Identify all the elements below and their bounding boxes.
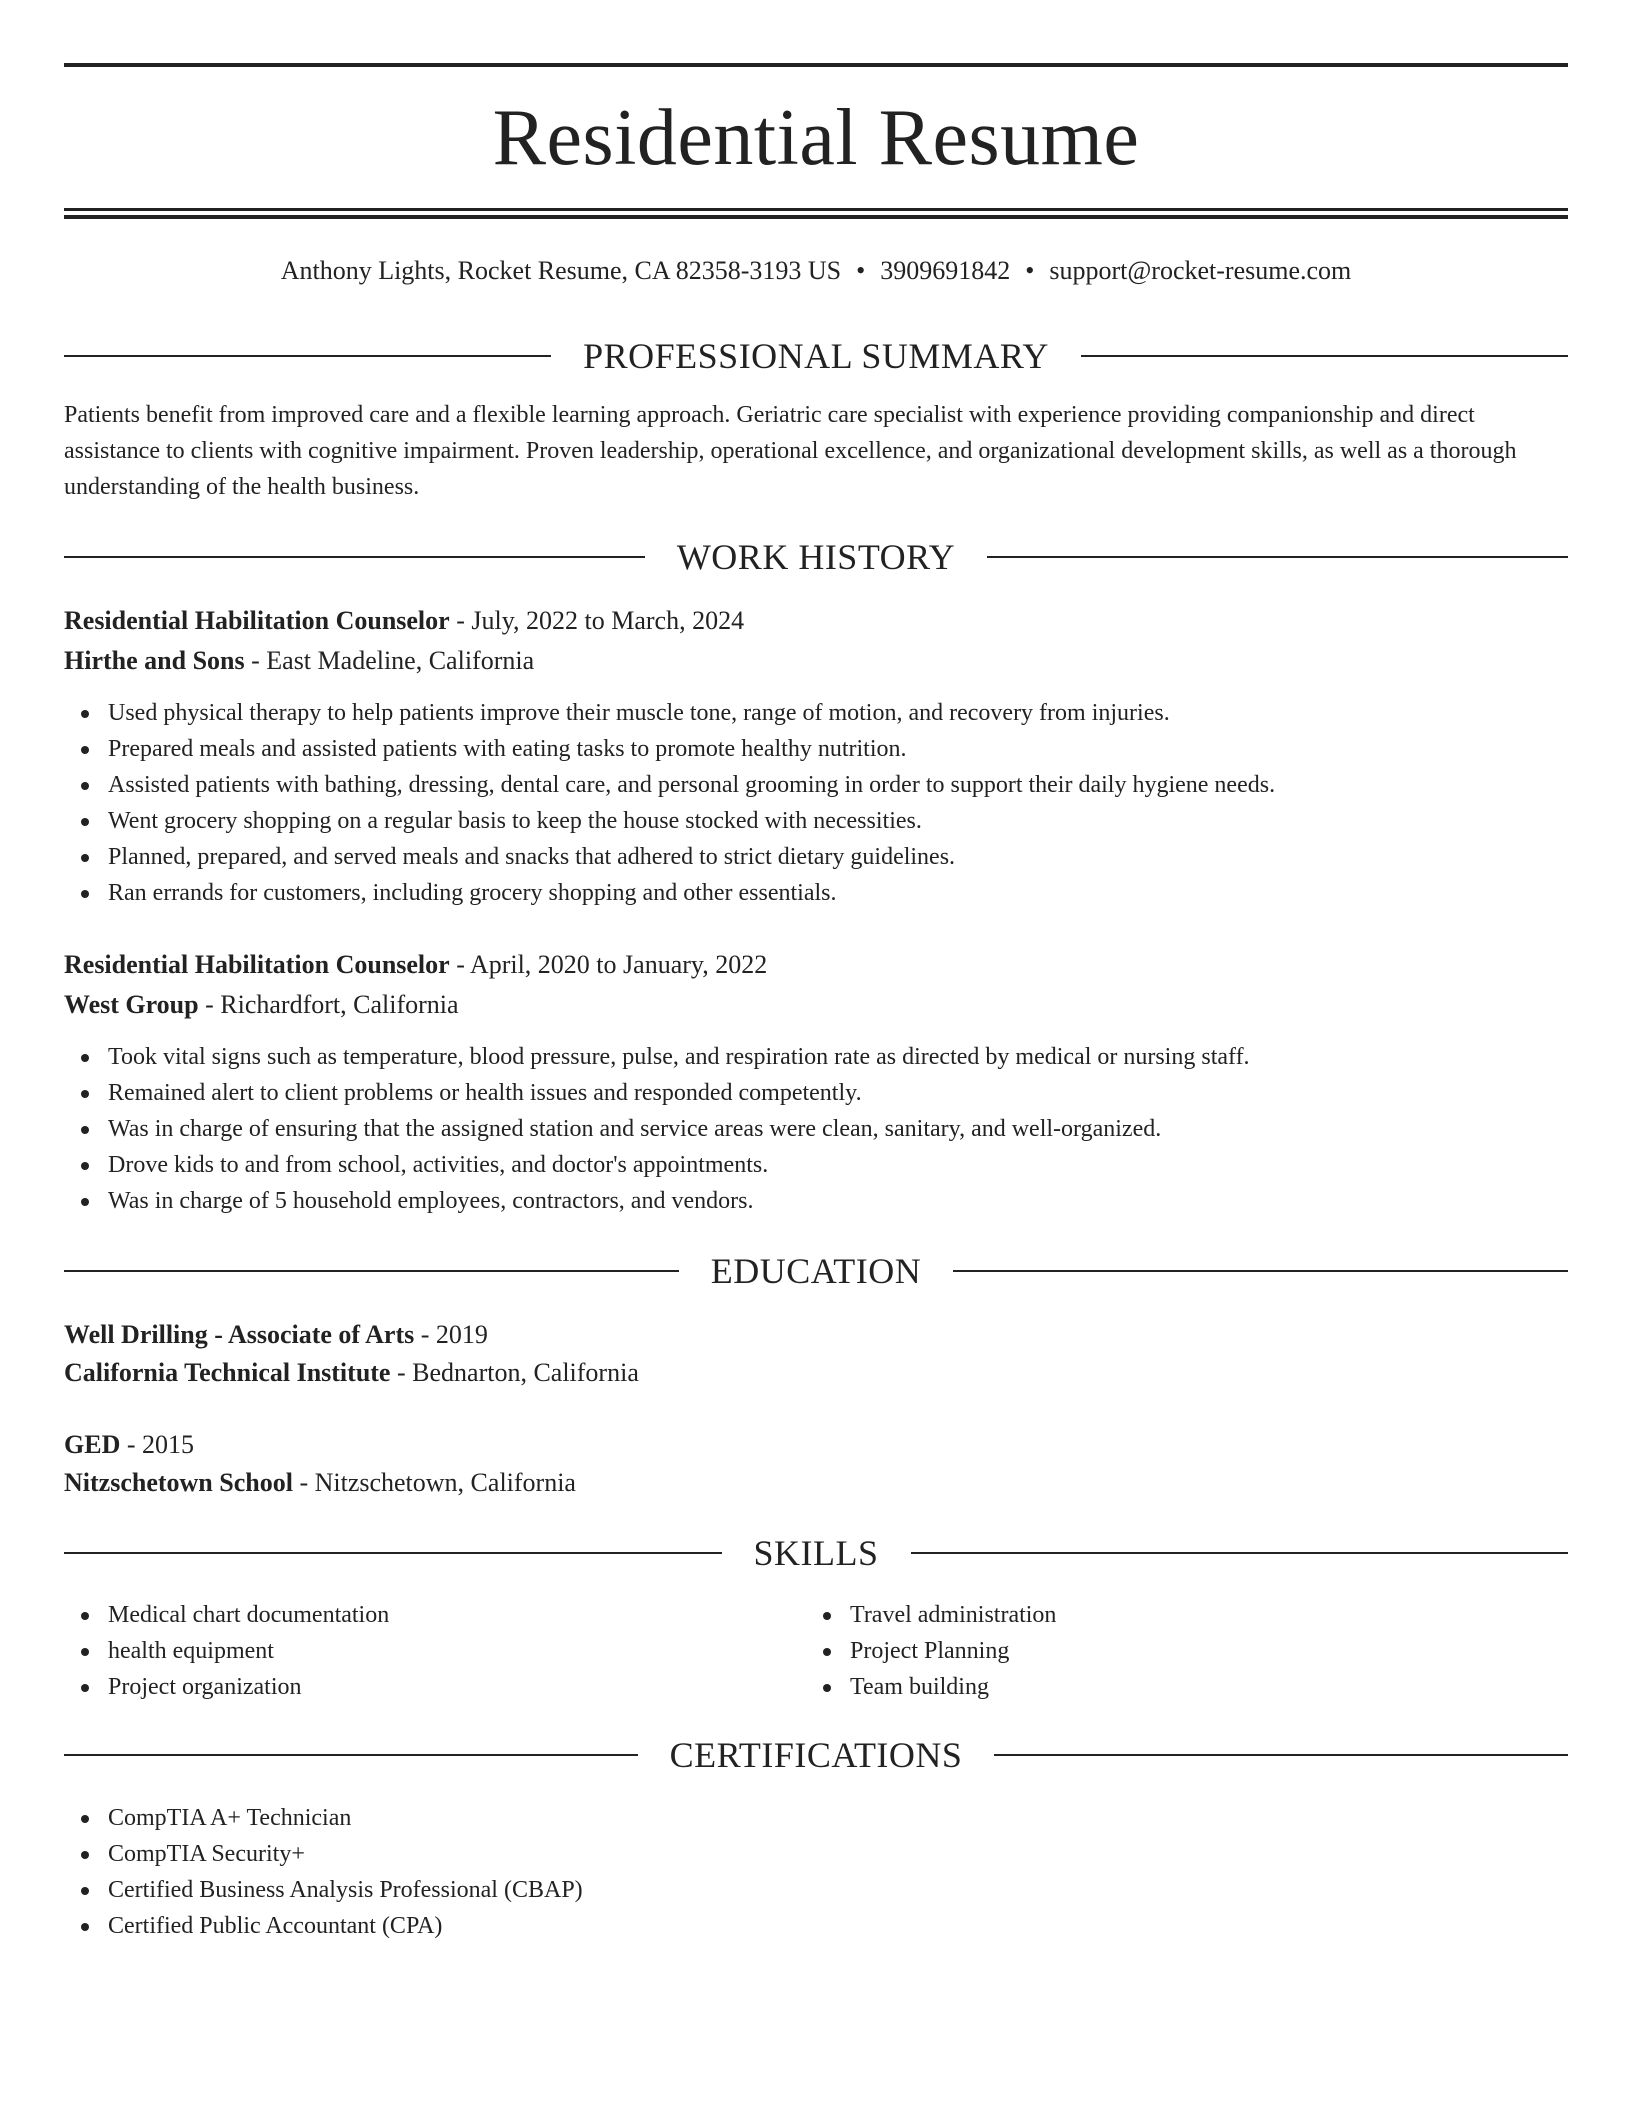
job-company: Hirthe and Sons bbox=[64, 646, 245, 675]
list-item: CompTIA A+ Technician bbox=[64, 1800, 583, 1836]
education-school-line bbox=[64, 1465, 576, 1501]
job-title: Residential Habilitation Counselor bbox=[64, 606, 450, 635]
list-item: Certified Public Accountant (CPA) bbox=[64, 1908, 583, 1944]
skills-heading: SKILLS bbox=[753, 1533, 879, 1573]
education-degree-line bbox=[64, 1317, 488, 1353]
list-item: Project Planning bbox=[806, 1633, 1056, 1669]
education-school: California Technical Institute bbox=[64, 1358, 391, 1387]
contact-separator: • bbox=[1025, 256, 1035, 285]
education-location: - Nitzschetown, California bbox=[292, 1468, 576, 1497]
list-item: health equipment bbox=[64, 1633, 389, 1669]
list-item: CompTIA Security+ bbox=[64, 1836, 583, 1872]
certifications-list bbox=[64, 1800, 583, 1944]
list-item: Prepared meals and assisted patients with eating tasks to promote healthy nutrition. bbox=[64, 731, 1275, 767]
job-title-line bbox=[64, 603, 744, 639]
skills-list-left bbox=[64, 1597, 389, 1705]
contact-separator: • bbox=[856, 256, 866, 285]
list-item: Certified Business Analysis Professional (CBAP) bbox=[64, 1872, 583, 1908]
list-item: Team building bbox=[806, 1669, 1056, 1705]
heading-rule-left bbox=[64, 1552, 722, 1554]
heading-rule-left bbox=[64, 1270, 679, 1272]
summary-section-heading bbox=[64, 334, 1568, 378]
education-section-heading bbox=[64, 1249, 1568, 1293]
education-year: - 2015 bbox=[120, 1430, 195, 1459]
list-item: Assisted patients with bathing, dressing, dental care, and personal grooming in order to support their daily hygiene needs. bbox=[64, 767, 1275, 803]
heading-rule-right bbox=[953, 1270, 1568, 1272]
contact-email: support@rocket-resume.com bbox=[1049, 256, 1352, 285]
work-heading: WORK HISTORY bbox=[676, 537, 956, 577]
heading-rule-left bbox=[64, 556, 645, 558]
education-location: - Bednarton, California bbox=[390, 1358, 639, 1387]
job-title: Residential Habilitation Counselor bbox=[64, 950, 450, 979]
heading-rule-right bbox=[1081, 355, 1568, 357]
list-item: Remained alert to client problems or health issues and responded competently. bbox=[64, 1075, 1250, 1111]
list-item: Went grocery shopping on a regular basis to keep the house stocked with necessities. bbox=[64, 803, 1275, 839]
work-section-heading bbox=[64, 535, 1568, 579]
title-rule-lower bbox=[64, 215, 1568, 219]
job-location: - East Madeline, California bbox=[244, 646, 535, 675]
contact-phone: 3909691842 bbox=[880, 256, 1011, 285]
education-degree: GED bbox=[64, 1430, 121, 1459]
education-year: - 2019 bbox=[414, 1320, 488, 1349]
list-item: Ran errands for customers, including grocery shopping and other essentials. bbox=[64, 875, 1275, 911]
heading-rule-left bbox=[64, 355, 551, 357]
skills-section-heading bbox=[64, 1531, 1568, 1575]
education-degree: Well Drilling - Associate of Arts bbox=[64, 1320, 415, 1349]
education-heading: EDUCATION bbox=[710, 1251, 922, 1291]
list-item: Was in charge of 5 household employees, contractors, and vendors. bbox=[64, 1183, 1250, 1219]
contact-line bbox=[64, 254, 1568, 288]
list-item: Drove kids to and from school, activities, and doctor's appointments. bbox=[64, 1147, 1250, 1183]
skills-list-right bbox=[806, 1597, 1056, 1705]
summary-heading: PROFESSIONAL SUMMARY bbox=[583, 336, 1049, 376]
list-item: Planned, prepared, and served meals and snacks that adhered to strict dietary guidelines. bbox=[64, 839, 1275, 875]
education-school: Nitzschetown School bbox=[64, 1468, 293, 1497]
top-rule bbox=[64, 63, 1568, 67]
list-item: Used physical therapy to help patients improve their muscle tone, range of motion, and recovery from injuries. bbox=[64, 695, 1275, 731]
job-duties-list bbox=[64, 1039, 1250, 1219]
job-company-line bbox=[64, 643, 534, 679]
contact-address: Anthony Lights, Rocket Resume, CA 82358-3193 US bbox=[280, 256, 842, 285]
job-title-line bbox=[64, 947, 767, 983]
job-dates: - July, 2022 to March, 2024 bbox=[449, 606, 745, 635]
job-duties-list bbox=[64, 695, 1275, 911]
heading-rule-right bbox=[994, 1754, 1568, 1756]
list-item: Was in charge of ensuring that the assigned station and service areas were clean, sanitary, and well-organized. bbox=[64, 1111, 1250, 1147]
job-company-line bbox=[64, 987, 459, 1023]
job-dates: - April, 2020 to January, 2022 bbox=[449, 950, 768, 979]
heading-rule-right bbox=[911, 1552, 1569, 1554]
certifications-heading: CERTIFICATIONS bbox=[669, 1735, 963, 1775]
list-item: Took vital signs such as temperature, blood pressure, pulse, and respiration rate as directed by medical or nursing staff. bbox=[64, 1039, 1250, 1075]
title-rule-upper bbox=[64, 208, 1568, 211]
education-school-line bbox=[64, 1355, 639, 1391]
heading-rule-left bbox=[64, 1754, 638, 1756]
heading-rule-right bbox=[987, 556, 1568, 558]
summary-text: Patients benefit from improved care and a flexible learning approach. Geriatric care specialist with experience providing companionship and direct assistance to clients with cognitive impairment. Proven leadership, operational excellence, and organizational development skills, as well as a thorough understanding of the health business. bbox=[64, 402, 1517, 500]
page-title: Residential Resume bbox=[492, 94, 1140, 182]
education-degree-line bbox=[64, 1427, 194, 1463]
job-company: West Group bbox=[64, 990, 199, 1019]
list-item: Project organization bbox=[64, 1669, 389, 1705]
list-item: Medical chart documentation bbox=[64, 1597, 389, 1633]
job-location: - Richardfort, California bbox=[198, 990, 459, 1019]
certifications-section-heading bbox=[64, 1733, 1568, 1777]
list-item: Travel administration bbox=[806, 1597, 1056, 1633]
